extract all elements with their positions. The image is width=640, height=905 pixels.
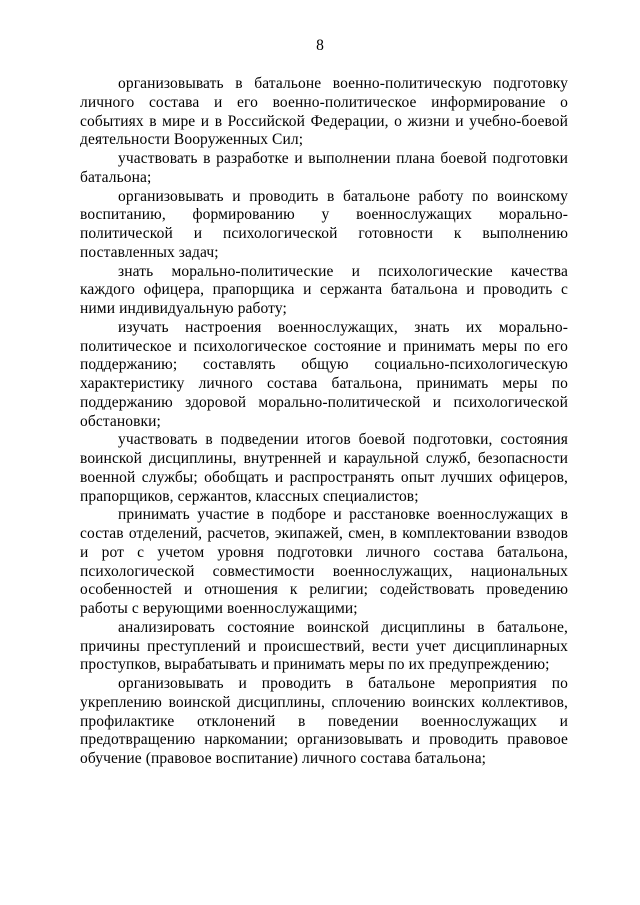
paragraph: принимать участие в подборе и расстановке военнослужащих в состав отделений, расчетов, экипажей, смен, в комплектовании взводов и рот с учетом уровня подготовки личного состава батальона, психологической совместимости военнослужащих, национальных особенностей и отношения к религии; содействовать проведению работы с верующими военнослужащими; xyxy=(80,506,568,617)
page-body xyxy=(80,75,568,769)
paragraph: изучать настроения военнослужащих, знать их морально-политическое и психологическое состояние и принимать меры по его поддержанию; составлять общую социально-психологическую характеристику личного состава батальона, принимать меры по поддержанию здоровой морально-политической и психологической обстановки; xyxy=(80,318,568,430)
paragraph: организовывать и проводить в батальоне работу по воинскому воспитанию, формированию у военнослужащих морально-политической и психологической готовности к выполнению поставленных задач; xyxy=(80,187,568,261)
page-number: 8 xyxy=(316,37,324,54)
paragraph: участвовать в разработке и выполнении плана боевой подготовки батальона; xyxy=(80,150,568,186)
paragraph: знать морально-политические и психологические качества каждого офицера, прапорщика и сержанта батальона и проводить с ними индивидуальную работу; xyxy=(80,262,568,317)
paragraph: анализировать состояние воинской дисциплины в батальоне, причины преступлений и происшествий, вести учет дисциплинарных проступков, вырабатывать и принимать меры по их предупреждению; xyxy=(80,618,568,674)
paragraph: организовывать в батальоне военно-политическую подготовку личного состава и его военно-политическое информирование о событиях в мире и в Российской Федерации, о жизни и учебно-боевой деятельности Вооруженных Сил; xyxy=(80,75,568,149)
paragraph: организовывать и проводить в батальоне мероприятия по укреплению воинской дисциплины, сплочению воинских коллективов, профилактике отклонений в поведении военнослужащих и предотвращению наркомании; организовывать и проводить правовое обучение (правовое воспитание) личного состава батальона; xyxy=(80,675,568,767)
paragraph: участвовать в подведении итогов боевой подготовки, состояния воинской дисциплины, внутренней и караульной служб, безопасности военной службы; обобщать и распространять опыт лучших офицеров, прапорщиков, сержантов, классных специалистов; xyxy=(80,431,568,505)
